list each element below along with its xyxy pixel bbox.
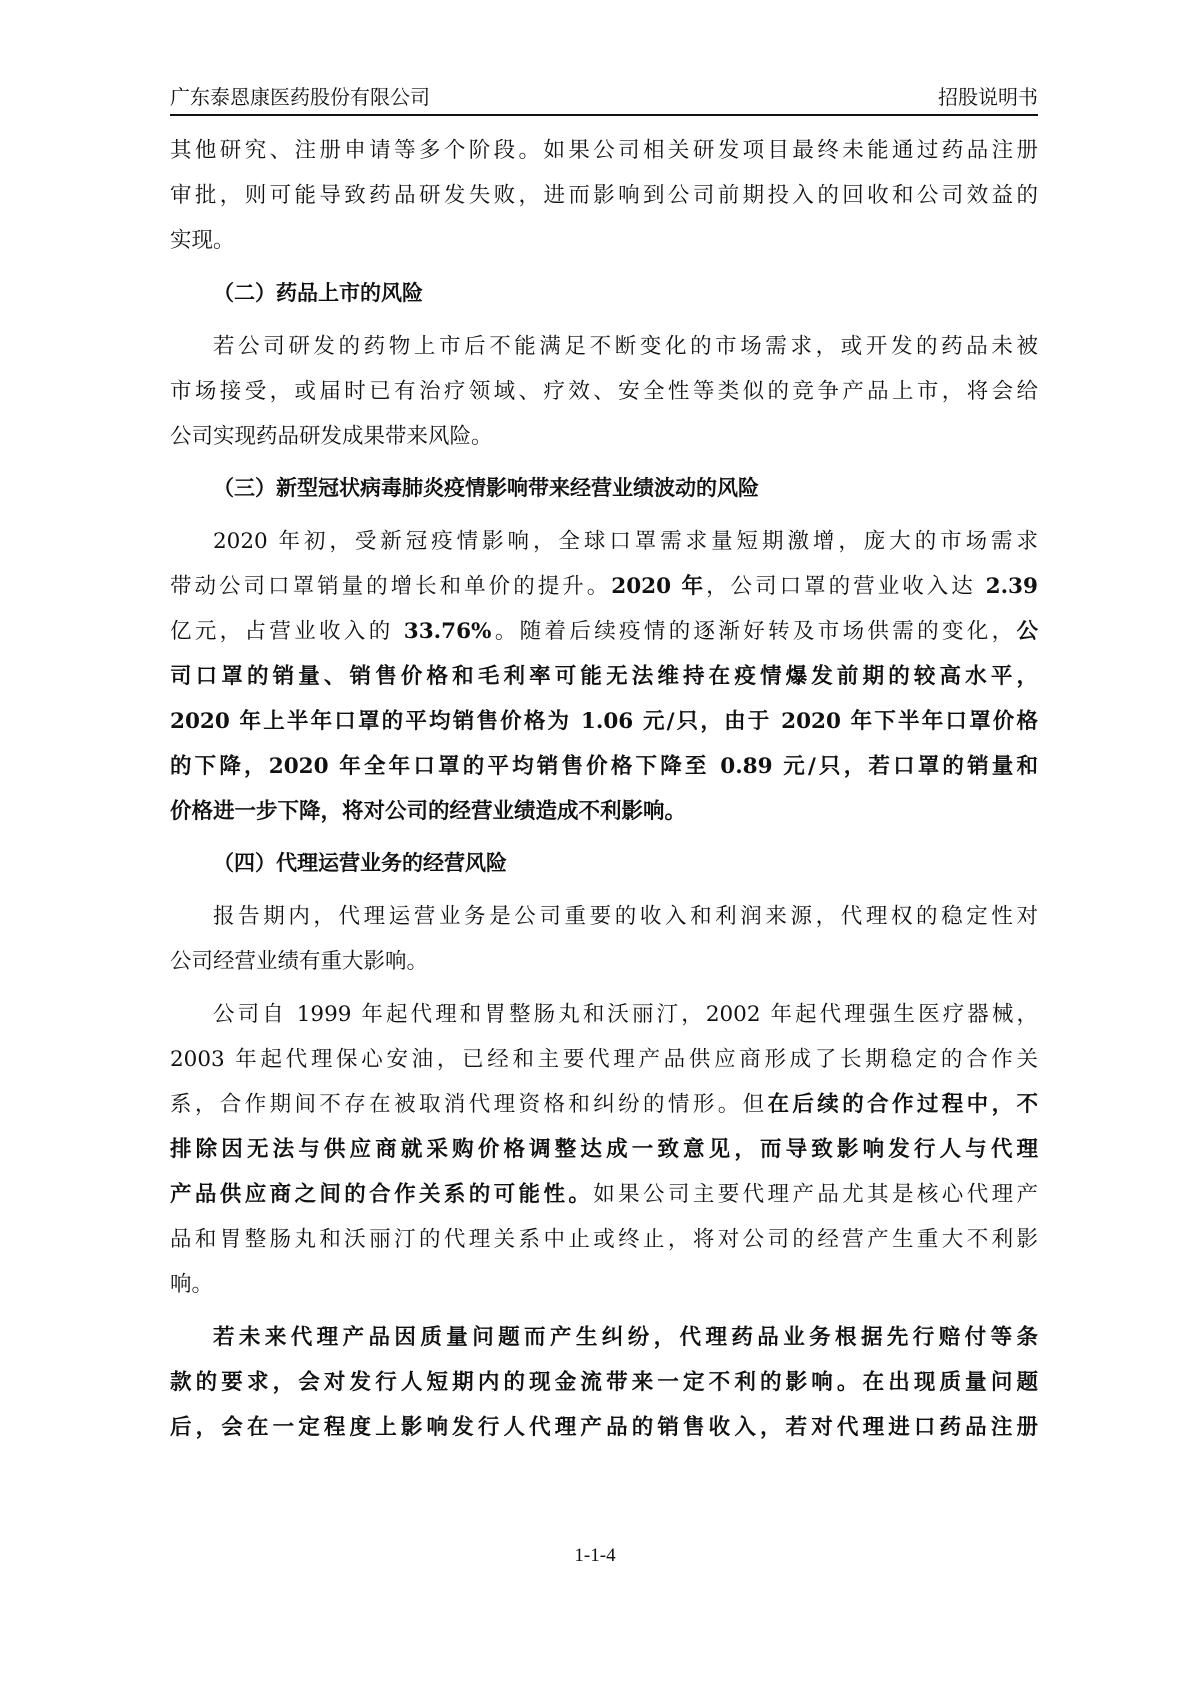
paragraph-line: 若未来代理产品因质量问题而产生纠纷，代理药品业务根据先行赔付等条 [213,1325,1038,1350]
paragraph-line: 若公司研发的药物上市后不能满足不断变化的市场需求，或开发的药品未被 [213,334,1038,359]
document-type: 招股说明书 [938,85,1038,109]
paragraph-line: 款的要求，会对发行人短期内的现金流带来一定不利的影响。在出现质量问题 [170,1370,1038,1395]
text-run: 如果公司主要代理产品尤其是核心代理产 [593,1182,1038,1207]
text-run-bold: 在后续的合作过程中，不 [767,1092,1038,1117]
paragraph-line: 的下降，2020 年全年口罩的平均销售价格下降至 0.89 元/只，若口罩的销量和 [170,754,1038,779]
text-run-bold: 产品供应商之间的合作关系的可能性。 [170,1182,594,1207]
paragraph-line [170,1180,1038,1210]
paragraph-line: 市场接受，或届时已有治疗领域、疗效、安全性等类似的竞争产品上市，将会给 [170,379,1038,404]
text-run: 2020 年初，受新冠疫情影响，全球口罩需求量短期激增，庞大的市场需求 [213,529,1038,554]
paragraph-line: 报告期内，代理运营业务是公司重要的收入和利润来源，代理权的稳定性对 [213,904,1038,929]
text-run-bold: 公 [1016,619,1038,644]
paragraph-line: 排除因无法与供应商就采购价格调整达成一致意见，而导致影响发行人与代理 [170,1137,1038,1162]
paragraph-line: 品和胃整肠丸和沃丽汀的代理关系中止或终止，将对公司的经营产生重大不利影 [170,1227,1038,1252]
paragraph-line [170,572,1038,602]
paragraph-line: 司口罩的销量、销售价格和毛利率可能无法维持在疫情爆发前期的较高水平， [170,664,1038,689]
paragraph-line: 2003 年起代理保心安油，已经和主要代理产品供应商形成了长期稳定的合作关 [170,1047,1038,1072]
text-run: ，公司口罩的营业收入达 [706,574,986,599]
section-heading: （四）代理运营业务的经营风险 [213,851,507,875]
paragraph-line [170,617,1038,647]
paragraph-line: 实现。 [170,228,235,253]
text-run: 亿元，占营业收入的 [170,619,404,644]
paragraph-line: 公司自 1999 年起代理和胃整肠丸和沃丽汀，2002 年起代理强生医疗器械， [213,1002,1038,1027]
paragraph-line: 响。 [170,1272,214,1297]
paragraph-line: 审批，则可能导致药品研发失败，进而影响到公司前期投入的回收和公司效益的 [170,183,1038,208]
paragraph-line [170,1090,1038,1120]
text-run: 系，合作期间不存在被取消代理资格和纠纷的情形。但 [170,1092,768,1117]
paragraph-line: 后，会在一定程度上影响发行人代理产品的销售收入，若对代理进口药品注册 [170,1415,1038,1440]
paragraph-line: 价格进一步下降，将对公司的经营业绩造成不利影响。 [170,799,687,824]
company-name: 广东泰恩康医药股份有限公司 [170,85,430,109]
text-run: 带动公司口罩销量的增长和单价的提升。 [170,574,612,599]
paragraph-line: 公司实现药品研发成果带来风险。 [170,424,493,449]
text-run-bold: 2020 年 [611,574,707,599]
paragraph-line [213,527,1038,557]
paragraph-line: 其他研究、注册申请等多个阶段。如果公司相关研发项目最终未能通过药品注册 [170,138,1038,163]
text-run-bold: 33.76% [403,619,492,644]
text-run: 。随着后续疫情的逐渐好转及市场供需的变化， [491,619,1017,644]
paragraph-line: 公司经营业绩有重大影响。 [170,949,429,974]
paragraph-line: 2020 年上半年口罩的平均销售价格为 1.06 元/只，由于 2020 年下半年口罩价格 [170,709,1038,734]
section-heading: （三）新型冠状病毒肺炎疫情影响带来经营业绩波动的风险 [213,476,759,500]
section-heading: （二）药品上市的风险 [213,281,423,305]
text-run-bold: 2.39 [985,574,1038,599]
page-number: 1-1-4 [574,1545,616,1566]
page-header [170,82,1038,116]
